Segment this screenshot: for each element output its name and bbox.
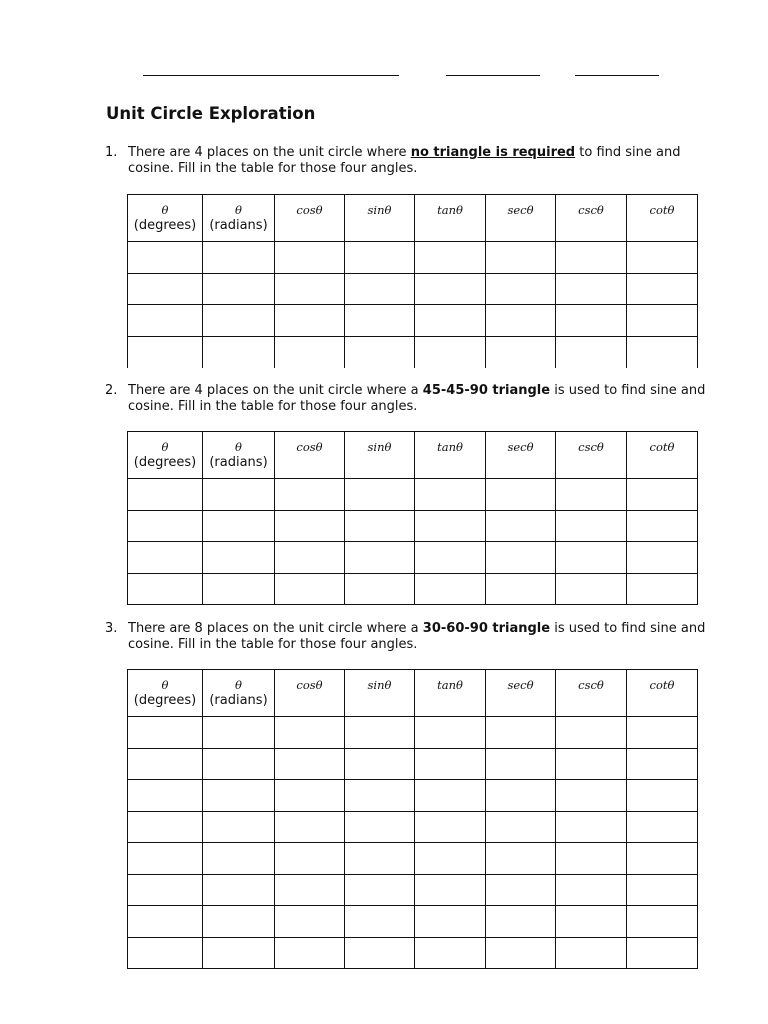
- answer-cell[interactable]: [345, 573, 415, 605]
- column-header: [275, 670, 345, 717]
- answer-cell[interactable]: [203, 273, 275, 305]
- answer-cell[interactable]: [275, 780, 345, 812]
- column-symbol: θ: [235, 203, 242, 217]
- answer-cell[interactable]: [345, 305, 415, 337]
- answer-cell[interactable]: [556, 843, 627, 875]
- table-row: [128, 479, 698, 511]
- answer-cell[interactable]: [128, 811, 203, 843]
- column-header: [415, 195, 486, 242]
- answer-cell[interactable]: [203, 811, 275, 843]
- column-unit: (degrees): [133, 218, 197, 233]
- answer-cell[interactable]: [486, 906, 556, 938]
- answer-cell[interactable]: [203, 937, 275, 969]
- answer-cell[interactable]: [203, 242, 275, 274]
- answer-cell[interactable]: [345, 542, 415, 574]
- answer-cell[interactable]: [203, 843, 275, 875]
- answer-cell[interactable]: [345, 780, 415, 812]
- column-header: [345, 195, 415, 242]
- column-header: [128, 432, 203, 479]
- table-row: [128, 843, 698, 875]
- answer-cell[interactable]: [486, 336, 556, 368]
- answer-cell[interactable]: [345, 242, 415, 274]
- answer-cell[interactable]: [627, 780, 698, 812]
- answer-cell[interactable]: [203, 510, 275, 542]
- answer-cell[interactable]: [415, 242, 486, 274]
- answer-cell[interactable]: [486, 748, 556, 780]
- answer-cell[interactable]: [275, 242, 345, 274]
- table-header-row: [128, 670, 698, 717]
- answer-cell[interactable]: [345, 748, 415, 780]
- answer-cell[interactable]: [345, 479, 415, 511]
- column-header: [627, 432, 698, 479]
- answer-cell[interactable]: [556, 573, 627, 605]
- answer-cell[interactable]: [275, 336, 345, 368]
- answer-cell[interactable]: [415, 542, 486, 574]
- question-number: 3.: [105, 621, 118, 636]
- column-symbol: tanθ: [437, 440, 463, 454]
- page-title: Unit Circle Exploration: [106, 104, 316, 123]
- table-row: [128, 717, 698, 749]
- answer-cell[interactable]: [486, 510, 556, 542]
- answer-cell[interactable]: [415, 479, 486, 511]
- answer-cell[interactable]: [415, 273, 486, 305]
- answer-cell[interactable]: [203, 573, 275, 605]
- answer-cell[interactable]: [275, 717, 345, 749]
- column-unit: (radians): [209, 218, 268, 233]
- answer-cell[interactable]: [128, 242, 203, 274]
- answer-cell[interactable]: [345, 811, 415, 843]
- column-header: [128, 670, 203, 717]
- column-header: [415, 670, 486, 717]
- answer-cell[interactable]: [345, 336, 415, 368]
- answer-cell[interactable]: [627, 874, 698, 906]
- answer-cell[interactable]: [486, 717, 556, 749]
- question-text: There are 4 places on the unit circle where no triangle is required to find sine and cosine. Fill in the table for those four angles.: [128, 145, 681, 176]
- answer-cell[interactable]: [627, 336, 698, 368]
- table-45-45-90: [127, 431, 698, 605]
- answer-cell[interactable]: [556, 510, 627, 542]
- table-row: [128, 874, 698, 906]
- table-row: [128, 780, 698, 812]
- answer-cell[interactable]: [128, 479, 203, 511]
- column-header: [203, 670, 275, 717]
- column-symbol: θ: [161, 203, 169, 217]
- question-2: [105, 383, 715, 415]
- table-row: [128, 542, 698, 574]
- answer-cell[interactable]: [415, 811, 486, 843]
- answer-cell[interactable]: [627, 748, 698, 780]
- table-row: [128, 305, 698, 337]
- answer-cell[interactable]: [128, 748, 203, 780]
- answer-cell[interactable]: [486, 305, 556, 337]
- column-header: [128, 195, 203, 242]
- answer-cell[interactable]: [486, 479, 556, 511]
- answer-cell[interactable]: [415, 937, 486, 969]
- answer-cell[interactable]: [486, 542, 556, 574]
- answer-cell[interactable]: [556, 273, 627, 305]
- answer-cell[interactable]: [415, 305, 486, 337]
- column-symbol: sinθ: [367, 203, 392, 217]
- answer-cell[interactable]: [556, 748, 627, 780]
- answer-cell[interactable]: [556, 242, 627, 274]
- table-no-triangle: [127, 194, 698, 368]
- answer-cell[interactable]: [415, 874, 486, 906]
- question-text: There are 8 places on the unit circle where a 30-60-90 triangle is used to find sine and cosine. Fill in the table for those four angles.: [128, 621, 706, 652]
- answer-cell[interactable]: [345, 273, 415, 305]
- answer-cell[interactable]: [486, 874, 556, 906]
- answer-cell[interactable]: [275, 906, 345, 938]
- table-header-row: [128, 432, 698, 479]
- table-row: [128, 906, 698, 938]
- answer-cell[interactable]: [128, 336, 203, 368]
- column-header: [486, 432, 556, 479]
- answer-cell[interactable]: [203, 874, 275, 906]
- answer-cell[interactable]: [128, 843, 203, 875]
- column-symbol: secθ: [507, 203, 534, 217]
- table-row: [128, 573, 698, 605]
- question-emphasis: 45-45-90 triangle: [422, 383, 551, 398]
- column-symbol: cscθ: [578, 678, 604, 692]
- column-symbol: cosθ: [296, 203, 323, 217]
- column-symbol: θ: [235, 440, 242, 454]
- answer-cell[interactable]: [556, 906, 627, 938]
- answer-cell[interactable]: [556, 305, 627, 337]
- answer-cell[interactable]: [128, 573, 203, 605]
- answer-cell[interactable]: [345, 937, 415, 969]
- answer-cell[interactable]: [556, 717, 627, 749]
- column-header: [345, 432, 415, 479]
- question-number: 1.: [105, 145, 118, 160]
- column-header: [627, 195, 698, 242]
- answer-cell[interactable]: [486, 937, 556, 969]
- column-symbol: tanθ: [437, 678, 463, 692]
- column-header: [556, 195, 627, 242]
- column-header: [486, 670, 556, 717]
- column-header: [486, 195, 556, 242]
- column-header: [203, 432, 275, 479]
- column-symbol: cosθ: [296, 440, 323, 454]
- answer-cell[interactable]: [627, 242, 698, 274]
- answer-cell[interactable]: [203, 336, 275, 368]
- answer-cell[interactable]: [627, 542, 698, 574]
- question-emphasis: no triangle is required: [410, 145, 576, 160]
- answer-cell[interactable]: [275, 811, 345, 843]
- answer-cell[interactable]: [556, 479, 627, 511]
- column-symbol: θ: [161, 440, 169, 454]
- answer-cell[interactable]: [345, 843, 415, 875]
- column-symbol: cotθ: [649, 203, 675, 217]
- column-header: [275, 195, 345, 242]
- table-row: [128, 336, 698, 368]
- answer-cell[interactable]: [345, 510, 415, 542]
- question-number: 2.: [105, 383, 118, 398]
- column-symbol: secθ: [507, 440, 534, 454]
- answer-cell[interactable]: [345, 906, 415, 938]
- answer-cell[interactable]: [627, 479, 698, 511]
- answer-cell[interactable]: [275, 542, 345, 574]
- answer-cell[interactable]: [415, 510, 486, 542]
- table-30-60-90: [127, 669, 698, 969]
- table-row: [128, 242, 698, 274]
- answer-cell[interactable]: [275, 937, 345, 969]
- answer-cell[interactable]: [556, 542, 627, 574]
- answer-cell[interactable]: [275, 510, 345, 542]
- column-symbol: θ: [161, 678, 169, 692]
- answer-cell[interactable]: [275, 479, 345, 511]
- question-3: [105, 621, 715, 653]
- column-symbol: cscθ: [578, 440, 604, 454]
- column-symbol: sinθ: [367, 678, 392, 692]
- answer-cell[interactable]: [128, 874, 203, 906]
- table-header-row: [128, 195, 698, 242]
- answer-cell[interactable]: [203, 748, 275, 780]
- answer-cell[interactable]: [203, 780, 275, 812]
- column-header: [415, 432, 486, 479]
- column-header: [275, 432, 345, 479]
- answer-cell[interactable]: [128, 305, 203, 337]
- answer-cell[interactable]: [345, 717, 415, 749]
- column-symbol: sinθ: [367, 440, 392, 454]
- answer-cell[interactable]: [556, 336, 627, 368]
- column-symbol: cotθ: [649, 678, 675, 692]
- answer-cell[interactable]: [203, 542, 275, 574]
- answer-cell[interactable]: [486, 573, 556, 605]
- answer-cell[interactable]: [627, 717, 698, 749]
- answer-cell[interactable]: [486, 242, 556, 274]
- answer-cell[interactable]: [275, 843, 345, 875]
- table-row: [128, 937, 698, 969]
- column-symbol: secθ: [507, 678, 534, 692]
- answer-cell[interactable]: [627, 906, 698, 938]
- answer-cell[interactable]: [627, 843, 698, 875]
- table-row: [128, 273, 698, 305]
- table-row: [128, 748, 698, 780]
- column-symbol: tanθ: [437, 203, 463, 217]
- answer-cell[interactable]: [415, 780, 486, 812]
- answer-cell[interactable]: [627, 937, 698, 969]
- table-row: [128, 811, 698, 843]
- answer-cell[interactable]: [415, 748, 486, 780]
- answer-cell[interactable]: [203, 906, 275, 938]
- answer-cell[interactable]: [486, 843, 556, 875]
- answer-cell[interactable]: [275, 748, 345, 780]
- answer-cell[interactable]: [128, 937, 203, 969]
- question-1: [105, 145, 715, 177]
- answer-cell[interactable]: [486, 273, 556, 305]
- answer-cell[interactable]: [275, 573, 345, 605]
- answer-cell[interactable]: [556, 874, 627, 906]
- answer-cell[interactable]: [556, 937, 627, 969]
- answer-cell[interactable]: [128, 510, 203, 542]
- answer-cell[interactable]: [128, 717, 203, 749]
- column-symbol: cotθ: [649, 440, 675, 454]
- answer-cell[interactable]: [486, 780, 556, 812]
- column-unit: (degrees): [133, 455, 197, 470]
- answer-cell[interactable]: [275, 305, 345, 337]
- column-symbol: cscθ: [578, 203, 604, 217]
- question-text: There are 4 places on the unit circle where a 45-45-90 triangle is used to find sine and cosine. Fill in the table for those four angles.: [128, 383, 706, 414]
- answer-cell[interactable]: [556, 811, 627, 843]
- period-blank[interactable]: [575, 75, 659, 76]
- answer-cell[interactable]: [275, 273, 345, 305]
- column-symbol: cosθ: [296, 678, 323, 692]
- answer-cell[interactable]: [556, 780, 627, 812]
- column-unit: (degrees): [133, 693, 197, 708]
- answer-cell[interactable]: [345, 874, 415, 906]
- answer-cell[interactable]: [128, 273, 203, 305]
- answer-cell[interactable]: [203, 305, 275, 337]
- answer-cell[interactable]: [415, 573, 486, 605]
- answer-cell[interactable]: [415, 843, 486, 875]
- answer-cell[interactable]: [627, 273, 698, 305]
- answer-cell[interactable]: [203, 479, 275, 511]
- column-header: [556, 432, 627, 479]
- column-header: [345, 670, 415, 717]
- answer-cell[interactable]: [627, 811, 698, 843]
- column-header: [556, 670, 627, 717]
- answer-cell[interactable]: [128, 906, 203, 938]
- question-emphasis: 30-60-90 triangle: [422, 621, 551, 636]
- answer-cell[interactable]: [203, 717, 275, 749]
- column-header: [203, 195, 275, 242]
- answer-cell[interactable]: [128, 542, 203, 574]
- answer-cell[interactable]: [415, 906, 486, 938]
- table-row: [128, 510, 698, 542]
- answer-cell[interactable]: [128, 780, 203, 812]
- column-unit: (radians): [209, 455, 268, 470]
- answer-cell[interactable]: [627, 305, 698, 337]
- answer-cell[interactable]: [415, 336, 486, 368]
- answer-cell[interactable]: [627, 510, 698, 542]
- answer-cell[interactable]: [486, 811, 556, 843]
- name-blank[interactable]: [143, 75, 399, 76]
- answer-cell[interactable]: [415, 717, 486, 749]
- column-header: [627, 670, 698, 717]
- answer-cell[interactable]: [275, 874, 345, 906]
- column-unit: (radians): [209, 693, 268, 708]
- answer-cell[interactable]: [627, 573, 698, 605]
- column-symbol: θ: [235, 678, 242, 692]
- date-blank[interactable]: [446, 75, 540, 76]
